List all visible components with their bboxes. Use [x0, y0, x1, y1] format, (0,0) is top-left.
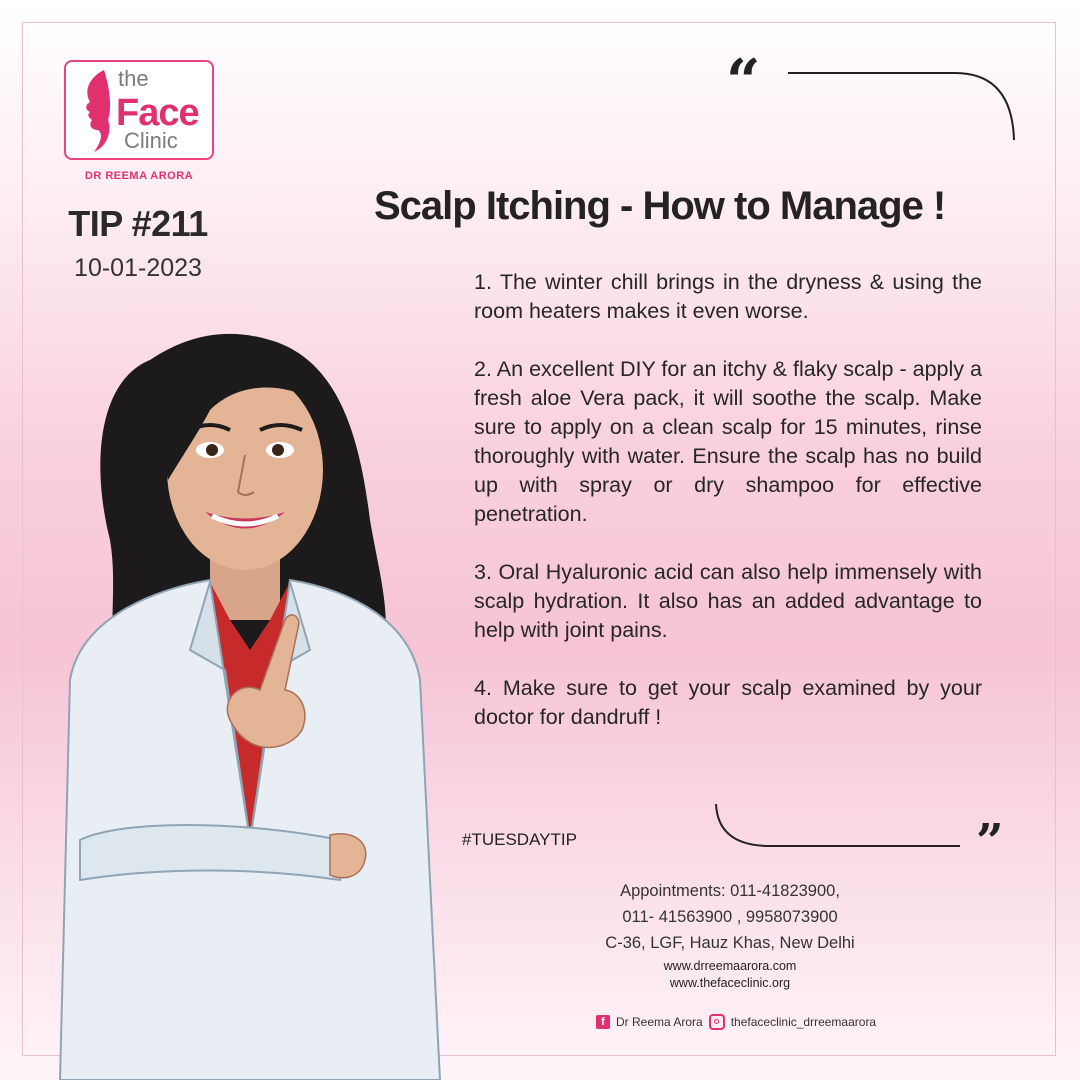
tip-item: 2. An excellent DIY for an itchy & flaky scalp - apply a fresh aloe Vera pack, it will soothe the scalp. Make sure to apply on a clean scalp for 15 minutes, rinse thoroughly with water. Ensure the scalp has no build up with spray or dry shampoo for effective penetration. [474, 357, 982, 526]
facebook-icon[interactable]: f [596, 1015, 610, 1029]
tip-date: 10-01-2023 [74, 254, 202, 282]
facebook-handle[interactable]: Dr Reema Arora [616, 1015, 703, 1029]
appointments-line-2: 011- 41563900 , 9958073900 [622, 908, 838, 926]
instagram-handle[interactable]: thefaceclinic_drreemaarora [730, 1015, 877, 1029]
close-quote-icon: ” [976, 814, 1004, 870]
doctor-illustration [40, 320, 460, 1080]
tip-number: TIP #211 [68, 203, 208, 244]
page-title: Scalp Itching - How to Manage ! [374, 184, 946, 228]
open-quote-icon: “ [726, 47, 761, 117]
clinic-logo [64, 60, 214, 160]
logo-the-text: the [118, 66, 149, 91]
tip-item: 1. The winter chill brings in the dryness & using the room heaters makes it even worse. [474, 270, 982, 323]
hashtag: #TUESDAYTIP [462, 830, 577, 849]
tip-item: 3. Oral Hyaluronic acid can also help immensely with scalp hydration. It also has an added advantage to help with joint pains. [474, 560, 982, 642]
address: C-36, LGF, Hauz Khas, New Delhi [605, 934, 855, 952]
tip-item: 4. Make sure to get your scalp examined by your doctor for dandruff ! [474, 676, 982, 729]
face-silhouette-icon [78, 68, 112, 154]
website-link[interactable]: www.drreemaarora.com [663, 959, 797, 973]
doctor-name: DR REEMA ARORA [84, 170, 194, 182]
contact-block [560, 878, 900, 956]
website-link[interactable]: www.thefaceclinic.org [669, 976, 791, 990]
logo-clinic-text: Clinic [124, 128, 178, 153]
tips-list [474, 268, 982, 761]
appointments-line-1: Appointments: 011-41823900, [620, 882, 840, 900]
website-block [560, 958, 900, 992]
logo-face-text: Face [116, 92, 199, 134]
instagram-icon[interactable] [709, 1014, 725, 1030]
social-links [596, 1014, 876, 1030]
